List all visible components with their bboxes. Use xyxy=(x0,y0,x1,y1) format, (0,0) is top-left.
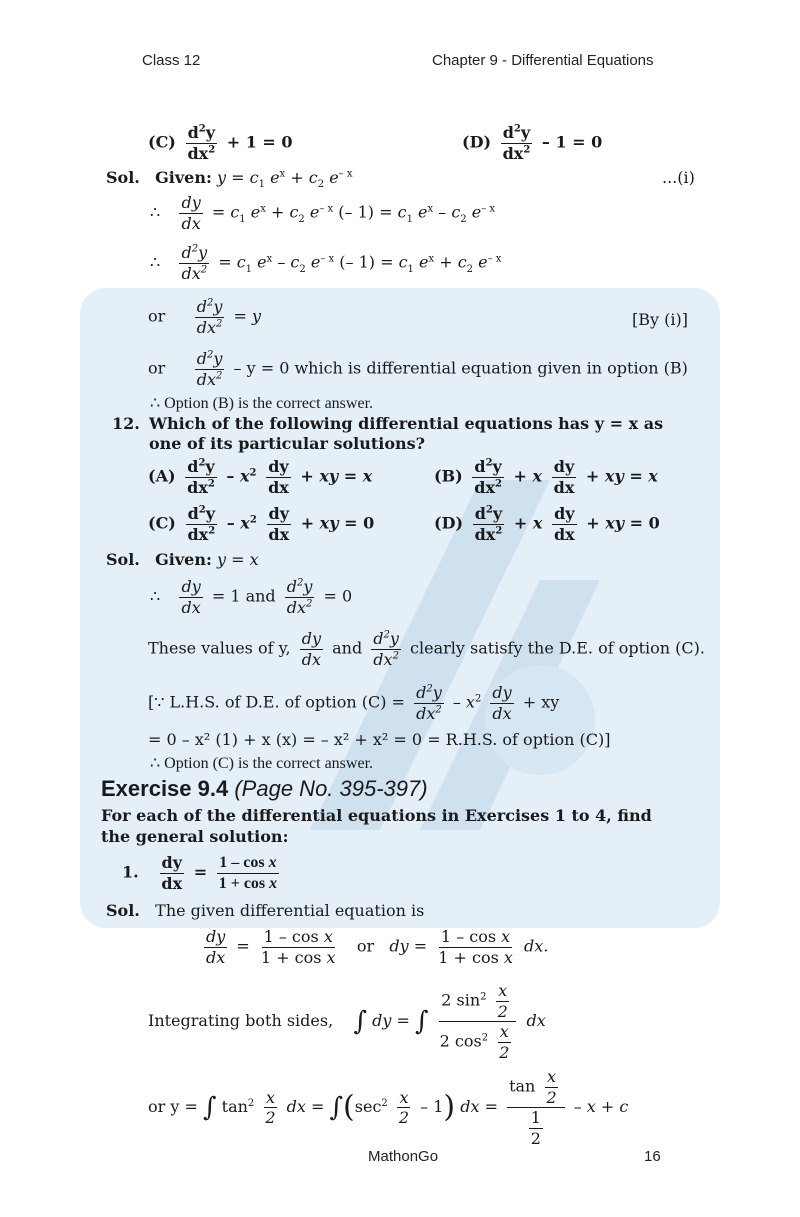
q12-values-statement: These values of y, $\frac{dy}{dx}$ and $\frac{d^2y}{dx^2}$ clearly satisfy the D.E. of option (C). xyxy=(148,629,705,669)
q12-option-d: (D) $\frac{d^2y}{dx^2}$ + x $\frac{dy}{dx}$ + xy = 0 xyxy=(434,504,660,544)
q11-first-derivative: ∴ $\frac{dy}{dx}$ = $c_1$ $e^x + c_2$ $e^{- x}$ (– $1) = c_1$ $e^x - c_2$ $e^{- x}$ xyxy=(150,193,496,233)
equation-ref-i: ...(i) xyxy=(662,168,695,187)
exercise-intro-line1: For each of the differential equations in Exercises 1 to 4, find xyxy=(101,806,652,825)
header-chapter-title: Chapter 9 - Differential Equations xyxy=(432,52,654,69)
exercise-intro-line2: the general solution: xyxy=(101,827,289,846)
exercise-q1-integration: Integrating both sides, ∫ dy = ∫ 2 $\sin^2$ $\frac{x}{2}$ 2 $\cos^2$ $\frac{x}{2}$ dx xyxy=(148,981,546,1062)
q12-solution-given: Sol. Given: y = x xyxy=(106,550,259,569)
footer-brand: MathonGo xyxy=(368,1148,439,1165)
exercise-q1-solution-intro: Sol. The given differential equation is xyxy=(106,901,425,920)
q12-conclusion: ∴ Option (C) is the correct answer. xyxy=(150,755,374,772)
q12-question-line2: one of its particular solutions? xyxy=(149,434,426,453)
exercise-heading: Exercise 9.4 (Page No. 395-397) xyxy=(101,776,428,801)
q11-option-d: (D) $\frac{d^2y}{dx^2}$ – 1 = 0 xyxy=(462,123,603,163)
q11-result-line: or $\frac{d^2y}{dx^2}$ = y xyxy=(148,297,262,337)
q12-option-c: (C) $\frac{d^2y}{dx^2}$ – $x^2$ $\frac{dy}{dx}$ + xy = 0 xyxy=(148,504,375,544)
q11-option-c: (C) $\frac{d^2y}{dx^2}$ + 1 = 0 xyxy=(148,123,293,163)
q11-solution-given: Sol. Given: $y = c_1$ $e^x + c_2$ $e^{- x}$ xyxy=(106,168,353,191)
by-i-reference: [By (i)] xyxy=(632,310,688,329)
q11-conclusion: ∴ Option (B) is the correct answer. xyxy=(150,395,374,412)
q12-lhs-line: [∵ L.H.S. of D.E. of option (C) = $\frac{d^2y}{dx^2}$ – $x^2$ $\frac{dy}{dx}$ + xy xyxy=(148,683,560,723)
q12-derivatives: ∴ $\frac{dy}{dx}$ = 1 and $\frac{d^2y}{dx^2}$ = 0 xyxy=(150,577,353,617)
q12-question-line1: Which of the following differential equations has y = x as xyxy=(149,414,664,433)
q11-second-derivative: ∴ $\frac{d^2y}{dx^2}$ = $c_1$ $e^x - c_2$ $e^{- x}$ (– $1) = c_1$ $e^x + c_2$ $e^{- x}$ xyxy=(150,243,502,283)
q12-number: 12. xyxy=(112,414,140,433)
q12-option-b: (B) $\frac{d^2y}{dx^2}$ + x $\frac{dy}{dx}$ + xy = x xyxy=(434,457,658,497)
exercise-q1: 1. $\frac{dy}{dx}$ = $\frac{\text{1 – cos x}}{\text{1 + cos x}}$ xyxy=(122,853,278,893)
footer-page-number: 16 xyxy=(644,1148,661,1165)
exercise-q1-equation: $\frac{dy}{dx}$ = $\frac{\text{1 – cos x}}{\text{1 + cos x}}$ or dy = $\frac{\text{1 – cos x}}{\text{1 + cos x}}$ dx. xyxy=(206,927,549,967)
header-class-label: Class 12 xyxy=(142,52,201,69)
q11-differential-equation-line: or $\frac{d^2y}{dx^2}$ – y = 0 which is differential equation given in option (B) xyxy=(148,349,688,389)
q12-option-a: (A) $\frac{d^2y}{dx^2}$ – $x^2$ $\frac{dy}{dx}$ + xy = x xyxy=(148,457,373,497)
q12-rhs-line: = 0 – x² (1) + x (x) = – x² + x² = 0 = R.H.S. of option (C)] xyxy=(148,730,611,749)
exercise-q1-tan-line: or y = ∫ $\tan^2$ $\frac{x}{2}$ dx = $\int(\sec^2$ $\frac{x}{2}$ – 1) dx = tan $\frac{x}{2}$ $\frac{1}{2}$ – x + c xyxy=(148,1067,629,1148)
